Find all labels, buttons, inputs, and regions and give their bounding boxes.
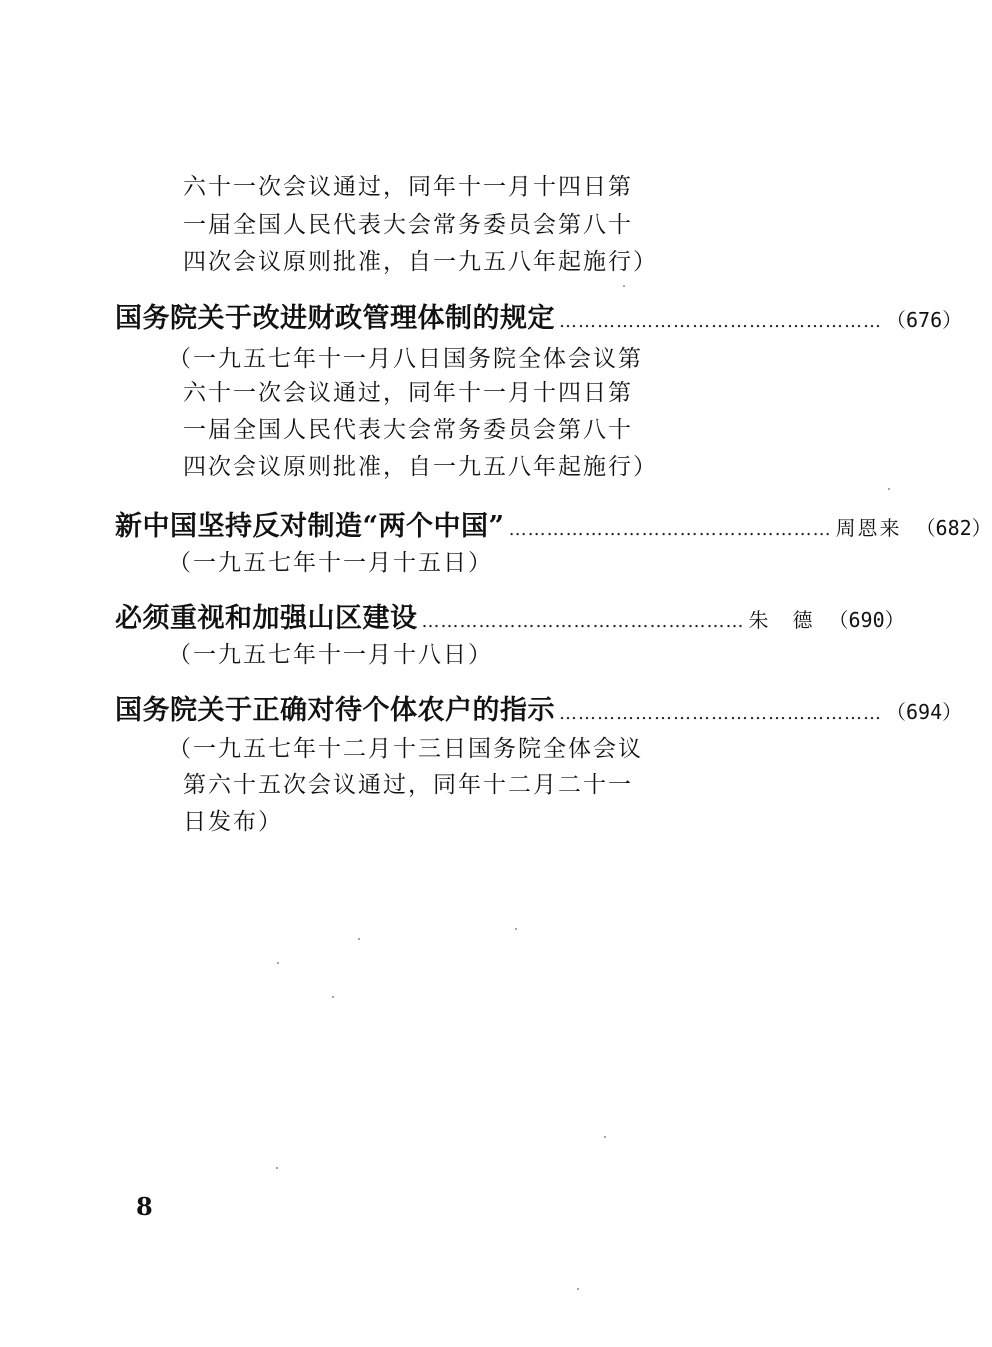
dot-leader: …………………………………………… [559,311,882,332]
toc-entry-individual-farmers[interactable] [115,688,963,727]
page-number: 8 [136,1192,153,1221]
entry-page-ref: （690） [828,608,905,632]
scan-speck [332,996,334,998]
entry-author: 周恩来 [835,516,902,540]
entry-note-line: 四次会议原则批准，自一九五八年起施行） [183,454,658,480]
entry-title: 国务院关于改进财政管理体制的规定 [115,303,555,334]
entry-note-line: （一九五七年十二月十三日国务院全体会议 [168,736,643,762]
toc-entry-two-chinas[interactable] [115,504,992,543]
entry-note-line: （一九五七年十一月十八日） [168,642,493,668]
continuation-note-line: 六十一次会议通过，同年十一月十四日第 [183,174,633,200]
entry-note-line: （一九五七年十一月十五日） [168,550,493,576]
entry-page-ref: （694） [886,700,963,724]
entry-note-line: 六十一次会议通过，同年十一月十四日第 [183,380,633,406]
entry-note-line: 第六十五次会议通过，同年十二月二十一 [183,772,633,798]
continuation-note-line: 四次会议原则批准，自一九五八年起施行） [183,249,658,275]
entry-title: 必须重视和加强山区建设 [115,603,418,634]
dot-leader: …………………………………………… [508,519,832,540]
entry-note-line: （一九五七年十一月八日国务院全体会议第 [168,346,643,372]
scan-speck [577,1288,579,1290]
scan-speck [358,938,360,940]
scan-speck [277,962,279,964]
toc-entry-mountain-areas[interactable] [115,596,905,635]
entry-author: 朱 德 [748,608,815,632]
entry-page-ref: （676） [886,308,963,332]
scan-speck [604,1136,606,1138]
entry-note-line: 日发布） [183,809,283,835]
toc-entry-finance-system[interactable] [115,296,963,335]
continuation-note-line: 一届全国人民代表大会常务委员会第八十 [183,212,633,238]
entry-title: 国务院关于正确对待个体农户的指示 [115,695,555,726]
dot-leader: …………………………………………… [421,611,745,632]
scan-speck [276,1167,278,1169]
scan-speck [515,928,517,930]
dot-leader: …………………………………………… [559,703,882,724]
scan-speck [623,285,625,287]
entry-title: 新中国坚持反对制造“两个中国” [115,511,505,542]
scan-speck [888,488,890,490]
entry-note-line: 一届全国人民代表大会常务委员会第八十 [183,417,633,443]
entry-page-ref: （682） [915,516,992,540]
